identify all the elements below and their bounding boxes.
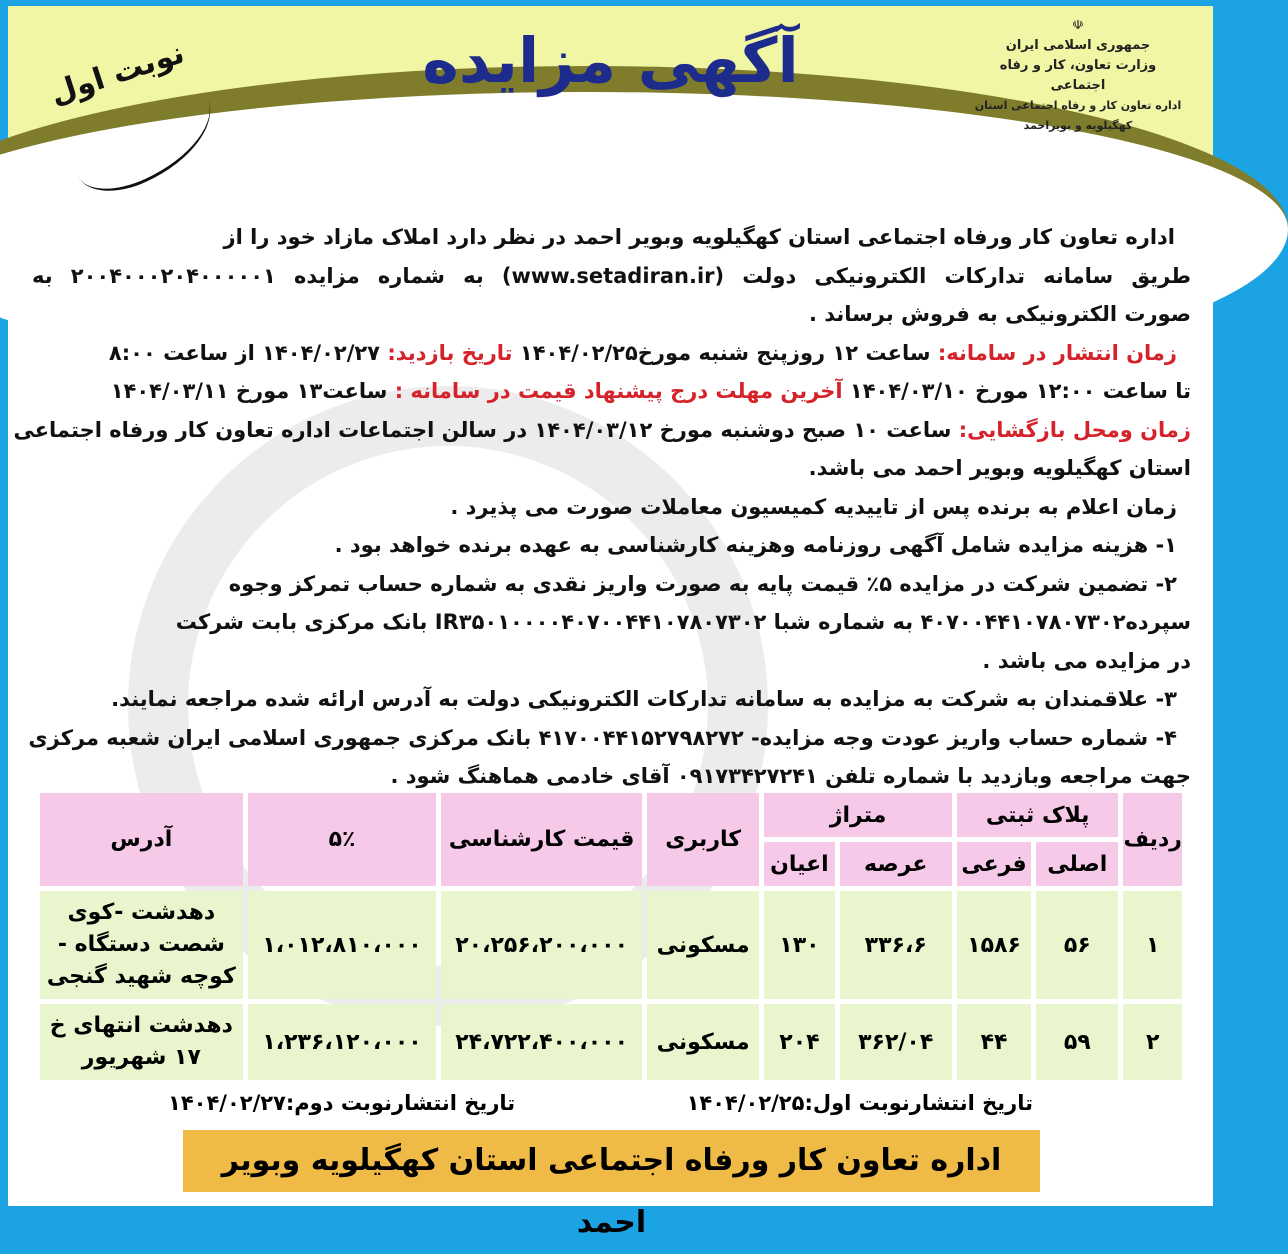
body-line: ۱- هزینه مزایده شامل آگهی روزنامه وهزینه کارشناسی به عهده برنده خواهد بود . bbox=[334, 533, 1177, 557]
cell: ۱ bbox=[1123, 891, 1182, 999]
first-publication-date: تاریخ انتشارنوبت اول:۱۴۰۴/۰۲/۲۵ bbox=[686, 1091, 1033, 1115]
cell: ۲ bbox=[1123, 1004, 1182, 1080]
cell: ۲۴،۷۲۲،۴۰۰،۰۰۰ bbox=[441, 1004, 642, 1080]
col-plate: پلاک ثبتی bbox=[957, 793, 1119, 837]
value: ساعت۱۳ مورخ ۱۴۰۴/۰۳/۱۱ bbox=[110, 379, 395, 403]
label: تاریخ بازدید: bbox=[387, 340, 513, 365]
value: تا ساعت ۱۲:۰۰ مورخ ۱۴۰۴/۰۳/۱۰ bbox=[842, 379, 1191, 403]
iran-emblem-icon: ☫ bbox=[1072, 18, 1084, 33]
cell: مسکونی bbox=[647, 891, 759, 999]
col-area: متراژ bbox=[764, 793, 952, 837]
table-row bbox=[40, 1004, 1182, 1080]
body-line: سپرده۴۰۷۰۰۴۴۱۰۷۸۰۷۳۰۲ به شماره شبا IR۳۵۰۱۰۰۰۰۴۰۷۰۰۴۴۱۰۷۸۰۷۳۰۲ بانک مرکزی بابت شرکت bbox=[175, 610, 1191, 634]
cell: ۱،۰۱۲،۸۱۰،۰۰۰ bbox=[248, 891, 437, 999]
body-line: در مزایده می باشد . bbox=[982, 648, 1191, 673]
second-publication-date: تاریخ انتشارنوبت دوم:۱۴۰۴/۰۲/۲۷ bbox=[168, 1091, 516, 1115]
body-line: طریق سامانه تدارکات الکترونیکی دولت (www.setadiran.ir) به شماره مزایده ۲۰۰۴۰۰۰۲۰۴۰۰۰۰۰۱ به bbox=[32, 263, 1191, 288]
label: آخرین مهلت درج پیشنهاد قیمت در سامانه : bbox=[394, 379, 843, 403]
logo-line-1: جمهوری اسلامی ایران bbox=[1005, 38, 1151, 53]
round-label: نوبت اول bbox=[45, 35, 189, 112]
property-table bbox=[35, 788, 1187, 1085]
label: زمان ومحل بازگشایی: bbox=[958, 417, 1191, 442]
value: ساعت ۱۰ صبح دوشنبه مورخ ۱۴۰۴/۰۳/۱۲ در سالن اجتماعات اداره تعاون کار ورفاه اجتماعی bbox=[13, 417, 959, 442]
table-row bbox=[40, 891, 1182, 999]
value: ۱۴۰۴/۰۲/۲۷ از ساعت ۸:۰۰ bbox=[108, 340, 388, 365]
publish-time-line bbox=[32, 334, 1191, 373]
col-sub: فرعی bbox=[957, 842, 1031, 886]
col-price: قیمت کارشناسی bbox=[441, 793, 642, 886]
body-line: ۲- تضمین شرکت در مزایده ۵٪ قیمت پایه به صورت واریز نقدی به شماره حساب تمرکز وجوه bbox=[228, 571, 1177, 596]
logo-line-3: اداره تعاون کار و رفاه اجتماعی استان کهگیلویه و بویراحمد bbox=[974, 99, 1182, 132]
page-title: آگهی مزایده bbox=[422, 24, 799, 97]
cell: دهدشت انتهای خ ۱۷ شهریور bbox=[40, 1004, 243, 1080]
body-line: ۴- شماره حساب واریز عودت وجه مزایده- ۴۱۷۰۰۴۴۱۵۲۷۹۸۲۷۲ بانک مرکزی جمهوری اسلامی ایران شعبه مرکزی bbox=[28, 725, 1177, 750]
body-line: استان کهگیلویه وبویر احمد می باشد. bbox=[808, 456, 1191, 480]
cell: دهدشت -کوی شصت دستگاه - کوچه شهید گنجی bbox=[40, 891, 243, 999]
cell: ۳۳۶،۶ bbox=[840, 891, 952, 999]
col-main: اصلی bbox=[1036, 842, 1118, 886]
col-address: آدرس bbox=[40, 793, 243, 886]
ministry-logo bbox=[973, 16, 1183, 136]
header bbox=[8, 6, 1213, 211]
footer-banner: اداره تعاون کار ورفاه اجتماعی استان کهگیلویه وبویر احمد bbox=[183, 1130, 1040, 1192]
cell: ۵۶ bbox=[1036, 891, 1118, 999]
cell: ۵۹ bbox=[1036, 1004, 1118, 1080]
col-usage: کاربری bbox=[647, 793, 759, 886]
opening-line bbox=[13, 411, 1191, 450]
col-land: عرصه bbox=[840, 842, 952, 886]
col-building: اعیان bbox=[764, 842, 834, 886]
cell: مسکونی bbox=[647, 1004, 759, 1080]
notice-body bbox=[13, 218, 1191, 796]
col-pct: ۵٪ bbox=[248, 793, 437, 886]
cell: ۲۰،۲۵۶،۲۰۰،۰۰۰ bbox=[441, 891, 642, 999]
cell: ۱۳۰ bbox=[764, 891, 834, 999]
body-line: صورت الکترونیکی به فروش برساند . bbox=[808, 302, 1191, 326]
label: زمان انتشار در سامانه: bbox=[937, 340, 1177, 365]
auction-notice bbox=[8, 6, 1213, 1240]
cell: ۲۰۴ bbox=[764, 1004, 834, 1080]
logo-line-2: وزارت تعاون، کار و رفاه اجتماعی bbox=[999, 58, 1157, 93]
cell: ۱۵۸۶ bbox=[957, 891, 1031, 999]
cell: ۴۴ bbox=[957, 1004, 1031, 1080]
cell: ۳۶۲/۰۴ bbox=[840, 1004, 952, 1080]
body-line: اداره تعاون کار ورفاه اجتماعی استان کهگیلویه وبویر احمد در نظر دارد املاک مازاد خود را از bbox=[223, 225, 1175, 249]
deadline-line bbox=[32, 372, 1191, 411]
value: ساعت ۱۲ روزپنج شنبه مورخ۱۴۰۴/۰۲/۲۵ bbox=[512, 340, 938, 365]
body-line: جهت مراجعه وبازدید با شماره تلفن ۰۹۱۷۳۴۲۷۲۴۱ آقای خادمی هماهنگ شود . bbox=[390, 764, 1191, 788]
cell: ۱،۲۳۶،۱۲۰،۰۰۰ bbox=[248, 1004, 437, 1080]
body-line: زمان اعلام به برنده پس از تاییدیه کمیسیون معاملات صورت می پذیرد . bbox=[450, 494, 1177, 519]
body-line: ۳- علاقمندان به شرکت به مزایده به سامانه تدارکات الکترونیکی دولت به آدرس ارائه شده مراجعه نمایند. bbox=[111, 687, 1177, 711]
col-row: ردیف bbox=[1123, 793, 1182, 886]
